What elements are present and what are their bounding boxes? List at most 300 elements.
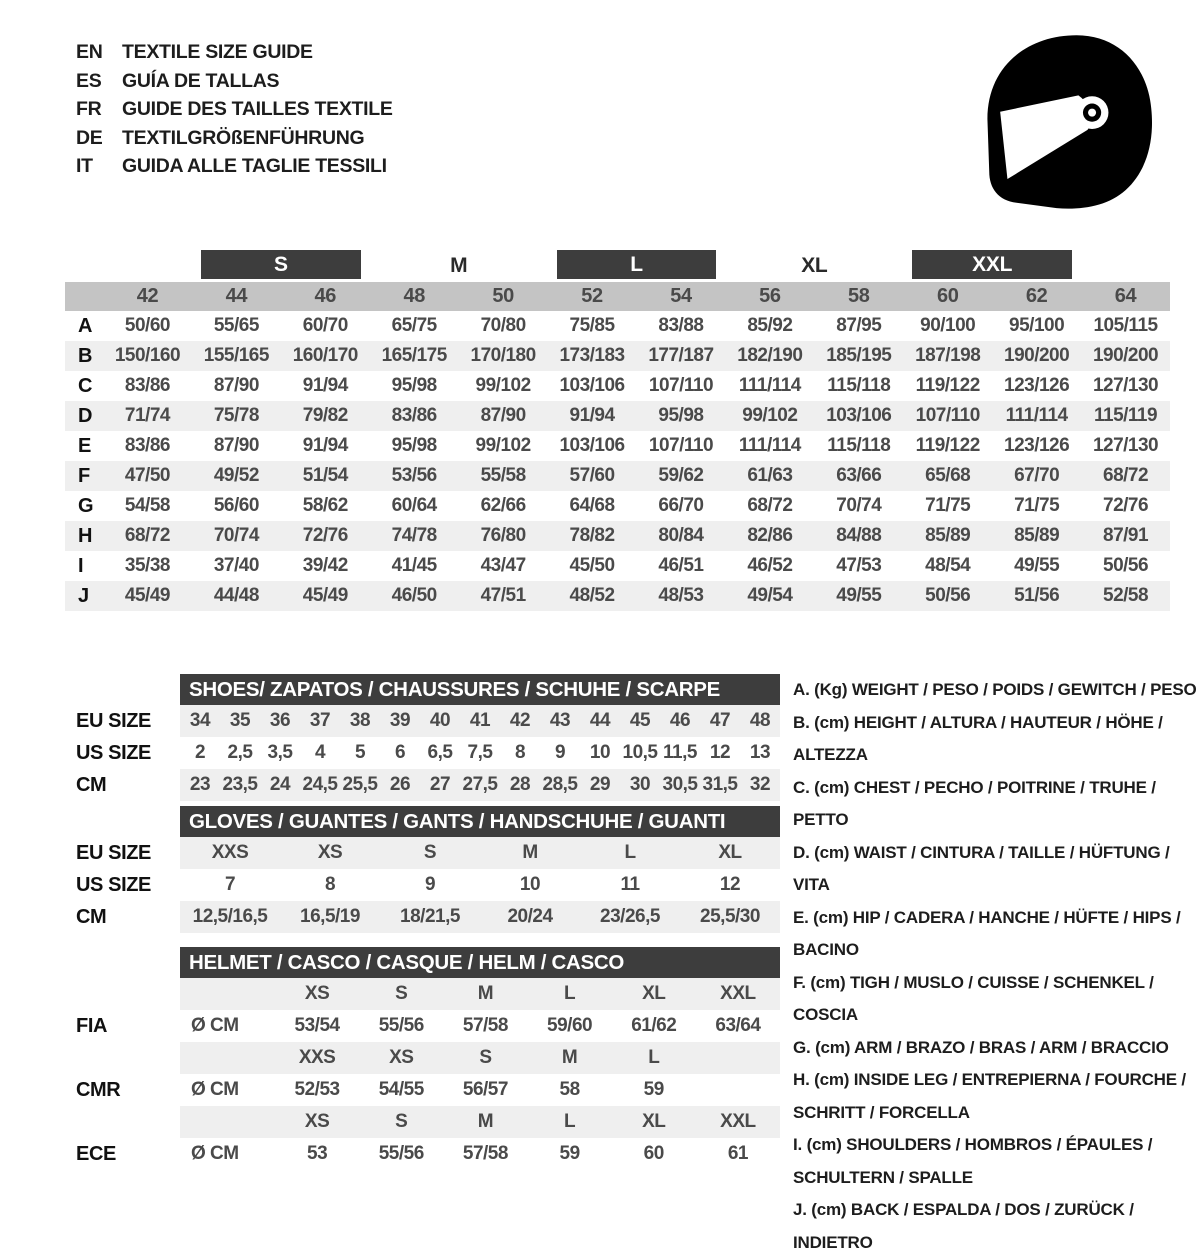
helmet-size-label: L (564, 1111, 576, 1132)
helmet-value: 61 (727, 1143, 748, 1164)
helmet-value: 61/62 (631, 1015, 677, 1036)
helmet-value: 59 (559, 1143, 580, 1164)
size-value: 190/200 (1092, 345, 1159, 366)
size-value: 47/53 (836, 555, 882, 576)
row-label: CM (76, 905, 107, 928)
row-label: EU SIZE (76, 841, 151, 864)
shoes-value: 23,5 (222, 774, 258, 795)
size-value: 107/110 (648, 435, 714, 456)
size-value: 123/126 (1004, 375, 1070, 396)
column-header: 44 (225, 285, 248, 307)
helmet-size-label: XL (642, 1111, 666, 1132)
shoes-table (60, 674, 780, 801)
helmet-size-label: M (561, 1047, 578, 1068)
gloves-cells (180, 901, 780, 933)
size-value: 87/90 (480, 405, 526, 426)
helmet-size-label: XXS (298, 1047, 336, 1068)
size-band-row (65, 250, 1170, 282)
shoes-value: 6 (394, 742, 406, 763)
size-value: 62/66 (480, 495, 526, 516)
helmet-size-label (696, 1042, 780, 1074)
helmet-value-row-ece (60, 1138, 780, 1170)
language-code: ES (76, 69, 102, 92)
gloves-value: M (522, 842, 538, 863)
size-value: 60/64 (391, 495, 437, 516)
shoes-value: 12 (709, 742, 731, 763)
shoes-value: 4 (314, 742, 326, 763)
language-code: EN (76, 41, 103, 63)
column-strip-spacer (65, 282, 103, 311)
column-header: 56 (759, 285, 781, 307)
shoes-value: 28 (509, 774, 531, 795)
shoes-value: 43 (549, 710, 571, 731)
language-row (76, 38, 393, 67)
size-value: 150/160 (114, 345, 181, 366)
language-label: TEXTILE SIZE GUIDE (122, 41, 313, 63)
size-value: 48/53 (658, 585, 704, 606)
shoes-row-eu-size (60, 705, 780, 737)
gloves-value: S (423, 842, 437, 863)
size-value: 65/75 (391, 315, 437, 336)
language-header (76, 38, 393, 181)
shoes-value: 45 (629, 710, 651, 731)
size-value: 87/90 (213, 375, 259, 396)
helmet-size-label: L (648, 1047, 660, 1068)
size-value: 46/51 (658, 555, 704, 576)
language-row (76, 67, 393, 96)
shoes-value: 47 (709, 710, 731, 731)
language-row (76, 152, 393, 181)
column-header: 58 (848, 285, 870, 307)
size-value: 155/165 (203, 345, 269, 366)
language-code: DE (76, 126, 103, 149)
gloves-value: 12,5/16,5 (192, 906, 268, 927)
size-value: 49/54 (747, 585, 793, 606)
gloves-value: 16,5/19 (300, 906, 360, 927)
shoes-value: 11,5 (663, 742, 697, 763)
size-band-m: M (450, 254, 468, 277)
size-band-xl: XL (801, 254, 828, 277)
language-code: IT (76, 155, 93, 177)
size-value: 51/56 (1014, 585, 1060, 606)
size-value: 119/122 (915, 375, 980, 396)
size-value: 75/85 (569, 315, 615, 336)
row-letter: C (78, 374, 93, 397)
column-header: 54 (670, 285, 692, 307)
size-value: 119/122 (915, 435, 980, 456)
size-row-b (65, 341, 1170, 371)
size-value: 83/88 (658, 315, 704, 336)
textile-size-table (65, 250, 1170, 611)
row-letter: E (78, 434, 92, 457)
size-value: 64/68 (569, 495, 615, 516)
helmet-size-label: XXL (720, 983, 756, 1004)
size-value: 76/80 (480, 525, 526, 546)
shoes-value: 13 (749, 742, 771, 763)
shoes-value: 34 (189, 710, 211, 731)
language-label: GUIDA ALLE TAGLIE TESSILI (122, 155, 387, 177)
size-value: 87/91 (1103, 525, 1149, 546)
size-value: 107/110 (915, 405, 980, 426)
size-value: 71/75 (1014, 495, 1060, 516)
size-value: 90/100 (920, 315, 976, 336)
size-value: 99/102 (475, 435, 531, 456)
legend-item: G. (cm) ARM / BRAZO / BRAS / ARM / BRACCIO (793, 1037, 1169, 1057)
row-label: CM (76, 773, 107, 796)
size-value: 105/115 (1093, 315, 1158, 336)
helmet-value-cells (180, 1010, 780, 1042)
size-value: 85/89 (925, 525, 971, 546)
shoes-value: 23 (189, 774, 211, 795)
helmet-value: 57/58 (462, 1015, 508, 1036)
shoes-value: 5 (354, 742, 366, 763)
band-spacer (65, 250, 192, 282)
helmet-value: 57/58 (462, 1143, 508, 1164)
racing-helmet-icon (975, 28, 1160, 210)
helmet-size-label: XL (642, 983, 666, 1004)
size-value: 91/94 (302, 435, 348, 456)
helmet-value: 60 (643, 1143, 664, 1164)
size-value: 49/52 (213, 465, 259, 486)
shoes-value: 24 (269, 774, 291, 795)
gloves-table (60, 806, 780, 933)
size-value: 45/50 (569, 555, 615, 576)
size-value: 115/118 (827, 375, 891, 396)
helmet-size-label: S (479, 1047, 492, 1068)
legend-item: C. (cm) CHEST / PECHO / POITRINE / TRUHE / PETTO (793, 777, 1156, 829)
row-letter: B (78, 344, 93, 367)
column-header: 50 (492, 285, 514, 307)
shoes-value: 37 (309, 710, 331, 731)
helmet-value (696, 1074, 780, 1106)
size-row-i (65, 551, 1170, 581)
shoes-value: 25,5 (342, 774, 378, 795)
helmet-value: 63/64 (715, 1015, 761, 1036)
gloves-cells (180, 869, 780, 901)
size-value: 65/68 (925, 465, 971, 486)
size-value: 80/84 (658, 525, 704, 546)
size-value: 72/76 (1103, 495, 1149, 516)
size-row-a (65, 311, 1170, 341)
size-value: 79/82 (302, 405, 348, 426)
size-value: 95/100 (1009, 315, 1065, 336)
size-value: 50/60 (124, 315, 170, 336)
helmet-title-bar: HELMET / CASCO / CASQUE / HELM / CASCO (180, 947, 780, 978)
language-label: GUÍA DE TALLAS (122, 69, 280, 92)
gloves-value: 12 (719, 874, 741, 895)
size-value: 58/62 (302, 495, 348, 516)
size-value: 70/74 (213, 525, 259, 546)
size-value: 55/58 (480, 465, 526, 486)
shoes-cells (180, 705, 780, 737)
helmet-size-label: XS (389, 1047, 414, 1068)
gloves-value: 25,5/30 (700, 906, 760, 927)
standard-label: ECE (76, 1142, 116, 1165)
column-header: 52 (581, 285, 603, 307)
size-value: 107/110 (648, 375, 714, 396)
size-value: 111/114 (1005, 405, 1068, 426)
gloves-value: 11 (620, 874, 640, 895)
size-value: 187/198 (915, 345, 981, 366)
gloves-title-bar: GLOVES / GUANTES / GANTS / HANDSCHUHE / GUANTI (180, 806, 780, 837)
helmet-size-label: S (395, 1111, 408, 1132)
size-value: 70/80 (480, 315, 526, 336)
shoes-value: 35 (229, 710, 251, 731)
shoes-row-us-size (60, 737, 780, 769)
size-value: 45/49 (124, 585, 170, 606)
size-value: 53/56 (391, 465, 437, 486)
size-value: 50/56 (925, 585, 971, 606)
size-table-body (65, 311, 1170, 611)
size-value: 78/82 (569, 525, 615, 546)
size-value: 49/55 (836, 585, 882, 606)
shoes-value: 42 (509, 710, 531, 731)
size-value: 41/45 (391, 555, 437, 576)
standard-label: FIA (76, 1014, 108, 1037)
shoes-value: 38 (349, 710, 371, 731)
shoes-value: 30 (629, 774, 651, 795)
size-row-g (65, 491, 1170, 521)
size-value: 55/65 (213, 315, 259, 336)
shoes-value: 8 (514, 742, 526, 763)
row-letter: H (78, 524, 93, 547)
helmet-value: 59/60 (547, 1015, 593, 1036)
shoes-value: 29 (589, 774, 611, 795)
helmet-size-cells (180, 978, 780, 1010)
helmet-size-label: XS (304, 1111, 330, 1132)
gloves-value: L (624, 842, 636, 863)
size-band-s: S (201, 250, 361, 279)
size-value: 127/130 (1092, 375, 1159, 396)
column-header: 42 (136, 285, 159, 307)
gloves-value: XL (718, 842, 742, 863)
legend-item: H. (cm) INSIDE LEG / ENTREPIERNA / FOURCHE / SCHRITT / FORCELLA (793, 1070, 1186, 1122)
shoes-value: 2,5 (227, 742, 253, 763)
size-value: 66/70 (658, 495, 704, 516)
helmet-value: 54/55 (378, 1079, 424, 1100)
helmet-size-row-fia (60, 978, 780, 1010)
legend-item: D. (cm) WAIST / CINTURA / TAILLE / HÜFTUNG / VITA (793, 842, 1170, 894)
shoes-value: 40 (429, 710, 451, 731)
shoes-value: 27 (429, 774, 451, 795)
size-value: 185/195 (826, 345, 892, 366)
row-letter: D (78, 404, 93, 427)
size-value: 182/190 (737, 345, 803, 366)
size-value: 95/98 (658, 405, 704, 426)
size-band-l: L (557, 250, 717, 279)
diameter-unit-label: Ø CM (191, 1079, 239, 1100)
language-code: FR (76, 98, 102, 120)
size-value: 46/52 (747, 555, 793, 576)
size-value: 48/54 (925, 555, 971, 576)
size-value: 103/106 (559, 375, 625, 396)
spacer (180, 978, 275, 1010)
helmet-size-row-ece (60, 1106, 780, 1138)
size-value: 60/70 (302, 315, 348, 336)
helmet-value: 56/57 (462, 1079, 508, 1100)
size-number-strip (65, 282, 1170, 311)
shoes-value: 31,5 (702, 774, 738, 795)
size-row-f (65, 461, 1170, 491)
size-value: 74/78 (391, 525, 437, 546)
helmet-size-label: XXL (720, 1111, 756, 1132)
size-value: 91/94 (569, 405, 615, 426)
helmet-value: 55/56 (378, 1143, 424, 1164)
language-label: TEXTILGRÖßENFÜHRUNG (122, 126, 365, 149)
size-value: 127/130 (1092, 435, 1159, 456)
gloves-row-cm (60, 901, 780, 933)
size-row-c (65, 371, 1170, 401)
size-value: 70/74 (836, 495, 882, 516)
helmet-size-row-cmr (60, 1042, 780, 1074)
gloves-value: 8 (324, 874, 336, 895)
row-label: US SIZE (76, 741, 151, 764)
shoes-value: 2 (194, 742, 206, 763)
helmet-value-cells (180, 1138, 780, 1170)
spacer (60, 1042, 180, 1074)
size-value: 44/48 (213, 585, 259, 606)
size-value: 51/54 (302, 465, 348, 486)
shoes-value: 7,5 (467, 742, 493, 763)
helmet-value-cells (180, 1074, 780, 1106)
column-header: 62 (1025, 285, 1048, 307)
size-value: 48/52 (569, 585, 615, 606)
shoes-value: 10 (589, 742, 611, 763)
helmet-value-row-cmr (60, 1074, 780, 1106)
size-value: 95/98 (391, 375, 437, 396)
helmet-size-label: XS (304, 983, 330, 1004)
size-value: 47/51 (480, 585, 526, 606)
shoes-row-cm (60, 769, 780, 801)
size-value: 71/75 (925, 495, 971, 516)
helmet-size-label: S (395, 983, 408, 1004)
helmet-value: 59 (643, 1079, 664, 1100)
gloves-value: 20/24 (507, 906, 553, 927)
size-value: 83/86 (124, 435, 170, 456)
helmet-size-label: M (477, 1111, 494, 1132)
spacer (60, 674, 180, 705)
shoes-value: 32 (749, 774, 771, 795)
gloves-cells (180, 837, 780, 869)
shoes-value: 28,5 (542, 774, 578, 795)
row-label: US SIZE (76, 873, 151, 896)
spacer (60, 1106, 180, 1138)
spacer (60, 806, 180, 837)
spacer (180, 1042, 275, 1074)
size-value: 123/126 (1004, 435, 1070, 456)
column-header: 60 (936, 285, 959, 307)
spacer (60, 978, 180, 1010)
legend-item: F. (cm) TIGH / MUSLO / CUISSE / SCHENKEL / COSCIA (793, 972, 1154, 1024)
shoes-value: 48 (749, 710, 771, 731)
column-header: 46 (314, 285, 336, 307)
gloves-value: 18/21,5 (400, 906, 460, 927)
legend-item: B. (cm) HEIGHT / ALTURA / HAUTEUR / HÖHE / ALTEZZA (793, 712, 1163, 764)
helmet-size-label: L (564, 983, 576, 1004)
diameter-unit-label: Ø CM (191, 1143, 239, 1164)
shoes-value: 41 (469, 710, 491, 731)
size-value: 115/118 (827, 435, 891, 456)
shoes-cells (180, 769, 780, 801)
size-value: 83/86 (391, 405, 437, 426)
spacer (60, 947, 180, 978)
size-value: 103/106 (559, 435, 625, 456)
shoes-value: 24,5 (302, 774, 338, 795)
size-row-h (65, 521, 1170, 551)
size-value: 190/200 (1004, 345, 1070, 366)
gloves-row-us-size (60, 869, 780, 901)
row-letter: G (78, 494, 94, 517)
size-value: 95/98 (391, 435, 437, 456)
helmet-value: 52/53 (294, 1079, 340, 1100)
row-label: EU SIZE (76, 709, 151, 732)
size-value: 91/94 (302, 375, 348, 396)
shoes-value: 26 (389, 774, 411, 795)
gloves-value: XXS (211, 842, 249, 863)
size-value: 68/72 (124, 525, 170, 546)
language-row (76, 124, 393, 153)
helmet-value: 53 (307, 1143, 328, 1164)
size-value: 61/63 (747, 465, 793, 486)
gloves-value: XS (317, 842, 343, 863)
legend-item: I. (cm) SHOULDERS / HOMBROS / ÉPAULES / SCHULTERN / SPALLE (793, 1135, 1153, 1187)
column-header: 64 (1114, 285, 1137, 307)
size-value: 82/86 (747, 525, 793, 546)
size-value: 54/58 (124, 495, 170, 516)
row-letter: I (78, 554, 84, 577)
size-value: 68/72 (1103, 465, 1149, 486)
column-header: 48 (403, 285, 425, 307)
size-value: 84/88 (836, 525, 882, 546)
size-value: 103/106 (826, 405, 892, 426)
size-band-xxl: XXL (912, 250, 1072, 279)
size-value: 111/114 (738, 375, 801, 396)
size-value: 99/102 (742, 405, 798, 426)
size-value: 72/76 (302, 525, 348, 546)
gloves-row-eu-size (60, 837, 780, 869)
size-value: 85/92 (747, 315, 793, 336)
shoes-value: 10,5 (622, 742, 658, 763)
size-value: 35/38 (124, 555, 170, 576)
gloves-value: 23/26,5 (600, 906, 660, 927)
gloves-value: 7 (224, 874, 236, 895)
language-label: GUIDE DES TAILLES TEXTILE (122, 98, 393, 120)
shoes-value: 46 (669, 710, 691, 731)
shoes-value: 39 (389, 710, 411, 731)
size-value: 71/74 (124, 405, 170, 426)
shoes-value: 30,5 (662, 774, 698, 795)
shoes-value: 27,5 (462, 774, 498, 795)
size-row-e (65, 431, 1170, 461)
size-value: 68/72 (747, 495, 793, 516)
size-value: 52/58 (1103, 585, 1149, 606)
legend-item: A. (Kg) WEIGHT / PESO / POIDS / GEWITCH / PESO (793, 680, 1197, 699)
helmet-value: 53/54 (294, 1015, 340, 1036)
size-value: 83/86 (124, 375, 170, 396)
helmet-size-label: M (477, 983, 494, 1004)
size-value: 47/50 (124, 465, 170, 486)
size-value: 45/49 (302, 585, 348, 606)
helmet-value-row-fia (60, 1010, 780, 1042)
shoes-value: 6,5 (427, 742, 453, 763)
size-value: 173/183 (559, 345, 625, 366)
size-value: 170/180 (470, 345, 536, 366)
size-value: 177/187 (648, 345, 714, 366)
gloves-value: 9 (424, 874, 436, 895)
helmet-value: 55/56 (378, 1015, 424, 1036)
size-value: 43/47 (480, 555, 526, 576)
shoes-value: 3,5 (267, 742, 293, 763)
